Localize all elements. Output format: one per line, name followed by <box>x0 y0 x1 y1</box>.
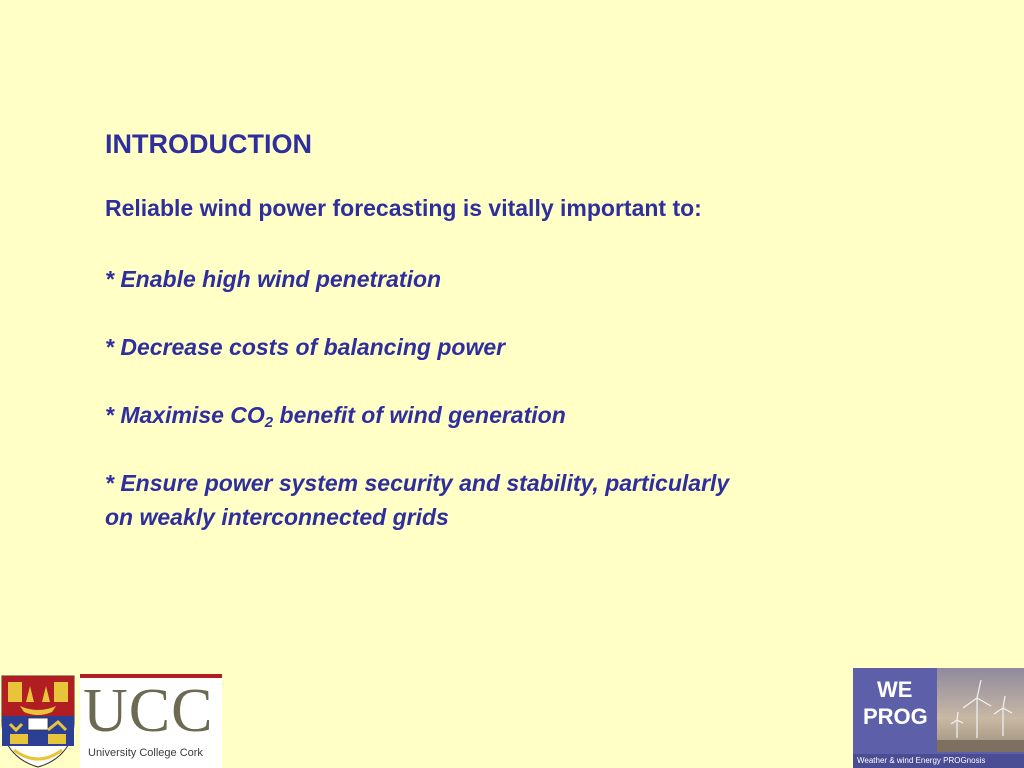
ucc-name: University College Cork <box>88 747 203 759</box>
bullet-text: benefit of wind generation <box>273 402 566 428</box>
slide-title: INTRODUCTION <box>105 129 312 159</box>
lead-text: Reliable wind power forecasting is vitally important to: <box>105 195 702 221</box>
slide-content <box>105 128 905 534</box>
bullet-item: * Enable high wind penetration <box>105 266 442 292</box>
bullet-text-line: * Ensure power system security and stability, particularly <box>105 470 730 496</box>
ucc-logo <box>80 674 222 768</box>
weprog-word-prog: PROG <box>863 704 928 729</box>
bullet-text: * Maximise CO <box>105 402 265 428</box>
bullet-item <box>105 466 905 534</box>
wind-turbine-photo-icon <box>937 668 1024 752</box>
weprog-logo <box>853 668 1024 768</box>
weprog-tagline: Weather & wind Energy PROGnosis <box>853 754 1024 768</box>
weprog-word-we: WE <box>877 677 913 702</box>
bullet-text-line: on weakly interconnected grids <box>105 504 449 530</box>
bullet-list <box>105 262 905 534</box>
bullet-item: * Decrease costs of balancing power <box>105 334 506 360</box>
ucc-letters: UCC <box>83 677 214 745</box>
ucc-crest-icon <box>0 672 76 768</box>
subscript-text: 2 <box>264 414 274 431</box>
bullet-item <box>105 398 905 432</box>
